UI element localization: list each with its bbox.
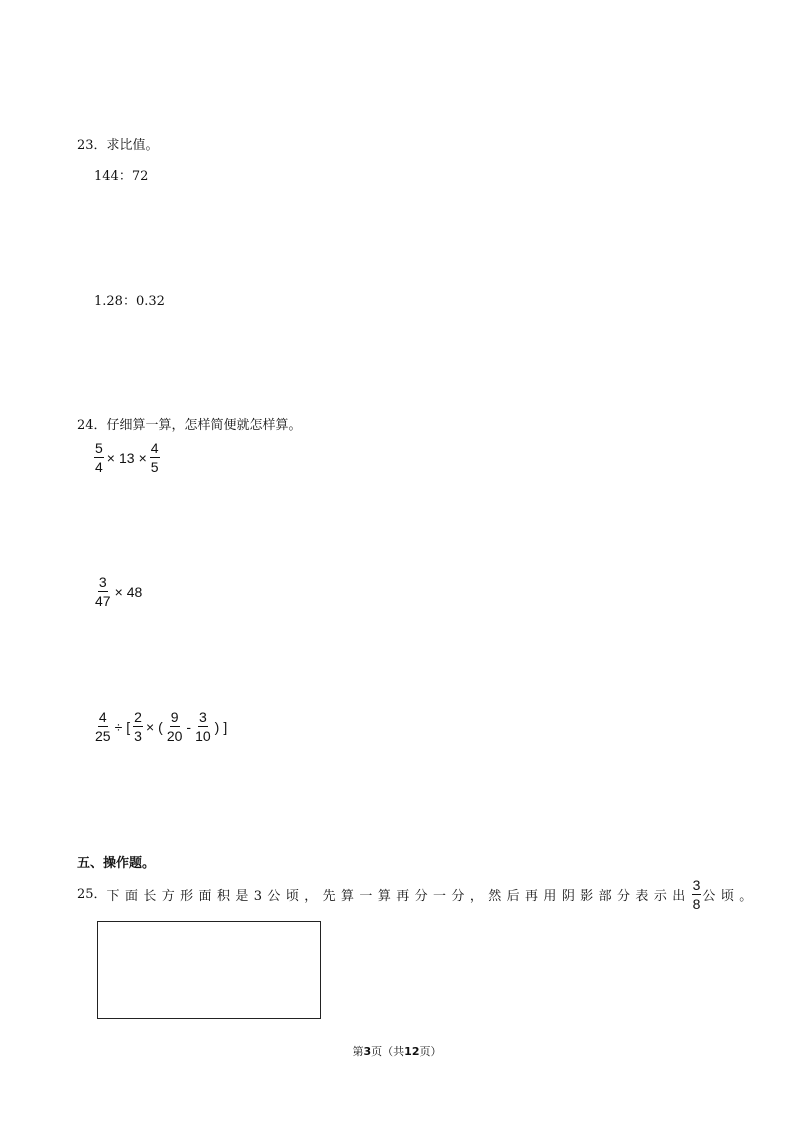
page-total: 12 (404, 1045, 420, 1058)
fraction: $\frac{9}{20}$ (166, 709, 183, 744)
question-number: 25． (77, 887, 107, 902)
fraction: $\frac{3}{47}$ (95, 574, 111, 609)
fraction: $\frac{4}{25}$ (95, 709, 111, 744)
question-text: 仔细算一算，怎样简便就怎样算。 (106, 418, 302, 433)
question-number: 24． (77, 418, 107, 433)
question-text: 下面长方形面积是3公顷，先算一算再分一分，然后再用阴影部分表示出 (106, 889, 691, 904)
fraction: $\frac{3}{8}$ (692, 877, 701, 912)
expression-3: $\frac{4}{25}$ ÷ [ $\frac{2}{3}$ × ( $\frac{9}{20}$ - $\frac{3}{10}$ ) ] (95, 709, 228, 744)
question-tail: 公顷。 (702, 889, 758, 904)
question-24 (77, 414, 302, 433)
ratio-item-2: 1.28：0.32 (94, 294, 165, 309)
fraction: $\frac{2}{3}$ (134, 709, 142, 744)
ratio-item-1: 144：72 (94, 169, 149, 184)
page-number: 3 (363, 1045, 372, 1058)
fraction: $\frac{3}{10}$ (195, 709, 211, 744)
page-footer: 第3页（共12页） (352, 1045, 442, 1058)
section-title: 五、操作题。 (77, 856, 156, 871)
fraction: $\frac{4}{5}$ (150, 440, 159, 475)
question-23 (77, 134, 159, 153)
expression-1: $\frac{5}{4}$ × 13 × $\frac{4}{5}$ (95, 440, 159, 475)
fraction: $\frac{5}{4}$ (95, 440, 103, 475)
question-25 (77, 878, 758, 911)
rectangle-figure (97, 921, 321, 1019)
question-number: 23． (77, 138, 107, 153)
expression-2: $\frac{3}{47}$ × 48 (95, 574, 143, 609)
question-text: 求比值。 (106, 138, 159, 153)
